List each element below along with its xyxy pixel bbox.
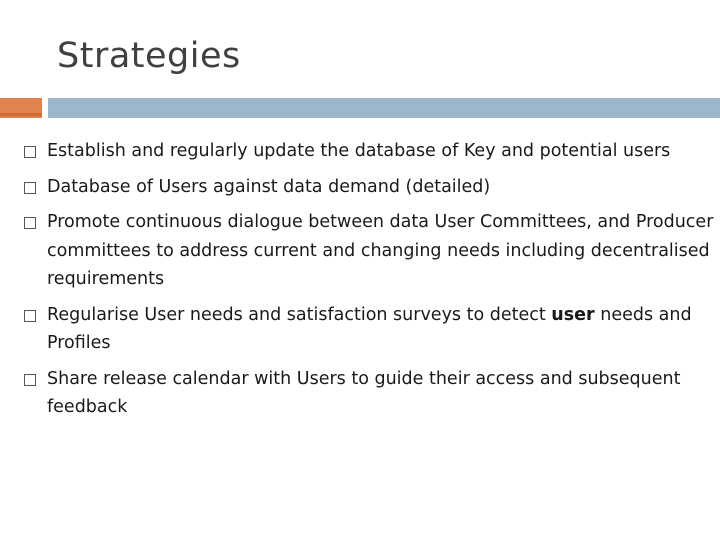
square-outline-icon: [24, 310, 36, 322]
slide-title: Strategies: [57, 36, 241, 76]
header-divider-bar: [0, 98, 720, 118]
blue-rule: [48, 98, 720, 118]
bullet-item-4: [24, 301, 714, 358]
bullet-text-pre: Regularise User needs and satisfaction surveys to detect: [47, 304, 552, 325]
accent-underline: [0, 113, 42, 116]
bullet-list: [24, 137, 714, 429]
square-outline-icon: [24, 217, 36, 229]
bullet-text: Promote continuous dialogue between data User Committees, and Producer committees to address current and changing needs including decentralised requirements: [47, 212, 714, 289]
square-outline-icon: [24, 146, 36, 158]
bullet-text: [47, 301, 714, 358]
bullet-text-bold: user: [551, 304, 595, 325]
bullet-text-post: needs and Profiles: [47, 304, 692, 353]
bullet-text: Database of Users against data demand (detailed): [47, 176, 491, 197]
bullet-item-5: [24, 365, 714, 422]
bullet-text: Share release calendar with Users to guide their access and subsequent feedback: [47, 368, 681, 417]
bullet-item-3: [24, 208, 714, 294]
bullet-item-2: [24, 173, 714, 202]
bullet-text: Establish and regularly update the database of Key and potential users: [47, 141, 671, 161]
bullet-item-1: [24, 137, 714, 166]
square-outline-icon: [24, 374, 36, 386]
square-outline-icon: [24, 182, 36, 194]
